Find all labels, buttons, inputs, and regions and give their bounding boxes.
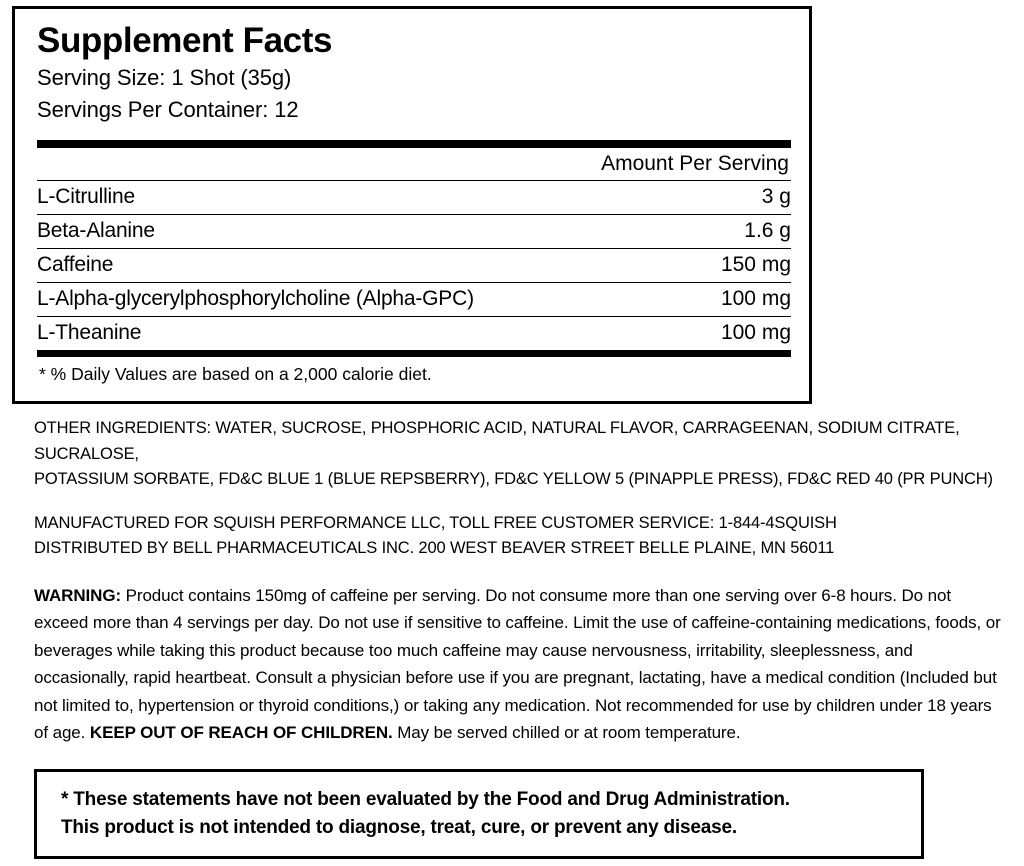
servings-per-container: Servings Per Container: 12 [37,97,299,123]
other-ingredients-block [34,416,1004,493]
warning-label: WARNING: [34,585,122,605]
nutrient-amount: 3 g [669,181,791,215]
fda-disclaimer-box [34,769,924,859]
nutrient-name: L-Theanine [37,320,142,344]
nutrient-name: L-Citrulline [37,181,669,215]
manufacturer-line-1: MANUFACTURED FOR SQUISH PERFORMANCE LLC, TOLL FREE CUSTOMER SERVICE: 1-844-4SQUISH [34,513,837,532]
label-body-text [10,416,1010,747]
nutrient-name: L-Alpha-glycerylphosphorylcholine (Alpha-GPC) [37,282,669,316]
serving-size: Serving Size: 1 Shot (35g) [37,65,292,91]
table-row [37,214,791,248]
warning-text-part-2: May be served chilled or at room temperature. [392,723,741,743]
warning-emphasis: KEEP OUT OF REACH OF CHILDREN. [89,723,393,743]
disclaimer-line-2: This product is not intended to diagnose, treat, cure, or prevent any disease. [61,816,737,838]
warning-block [34,582,1004,747]
table-row [37,248,791,282]
nutrient-amount: 100 mg [669,282,791,316]
divider-thick-bottom [37,350,791,357]
nutrient-table [37,181,791,350]
nutrient-name: Beta-Alanine [37,214,669,248]
nutrient-name: Caffeine [37,248,669,282]
table-row [37,282,791,316]
daily-value-footnote: * % Daily Values are based on a 2,000 calorie diet. [39,363,432,384]
divider-thick-top [37,140,791,148]
other-ingredients-line-2: POTASSIUM SORBATE, FD&C BLUE 1 (BLUE REPSBERRY), FD&C YELLOW 5 (PINAPPLE PRESS), FD&C RED 40 (PR PUNCH) [34,470,993,489]
nutrient-amount: 100 mg [720,320,791,344]
other-ingredients-line-1: OTHER INGREDIENTS: WATER, SUCROSE, PHOSPHORIC ACID, NATURAL FLAVOR, CARRAGEENAN, SODIUM CITRATE, SUCRALOSE, [34,418,960,463]
supplement-facts-panel [12,6,812,404]
amount-per-serving-header: Amount Per Serving [601,151,789,175]
manufacturer-line-2: DISTRIBUTED BY BELL PHARMACEUTICALS INC. 200 WEST BEAVER STREET BELLE PLAINE, MN 56011 [34,539,835,558]
nutrient-amount: 150 mg [669,248,791,282]
nutrient-amount: 1.6 g [669,214,791,248]
warning-text-part-1: Product contains 150mg of caffeine per serving. Do not consume more than one serving over 6-8 hours. Do not exceed more than 4 servings per day. Do not use if sensitive to caffeine. Limit the use of caffeine-containing medications, foods, or beverages while taking this product because too much caffeine may cause nervousness, irritability, sleeplessness, and occasionally, rapid heartbeat. Consult a physician before use if you are pregnant, lactating, have a medical condition (Included but not limited to, hypertension or thyroid conditions,) or taking any medication. Not recommended for use by children under 18 years of age. [34,585,1001,743]
table-row [37,316,791,350]
manufacturer-block [34,511,1004,562]
table-row [37,181,791,215]
disclaimer-line-1: * These statements have not been evaluated by the Food and Drug Administration. [61,788,790,810]
panel-title: Supplement Facts [37,21,333,60]
